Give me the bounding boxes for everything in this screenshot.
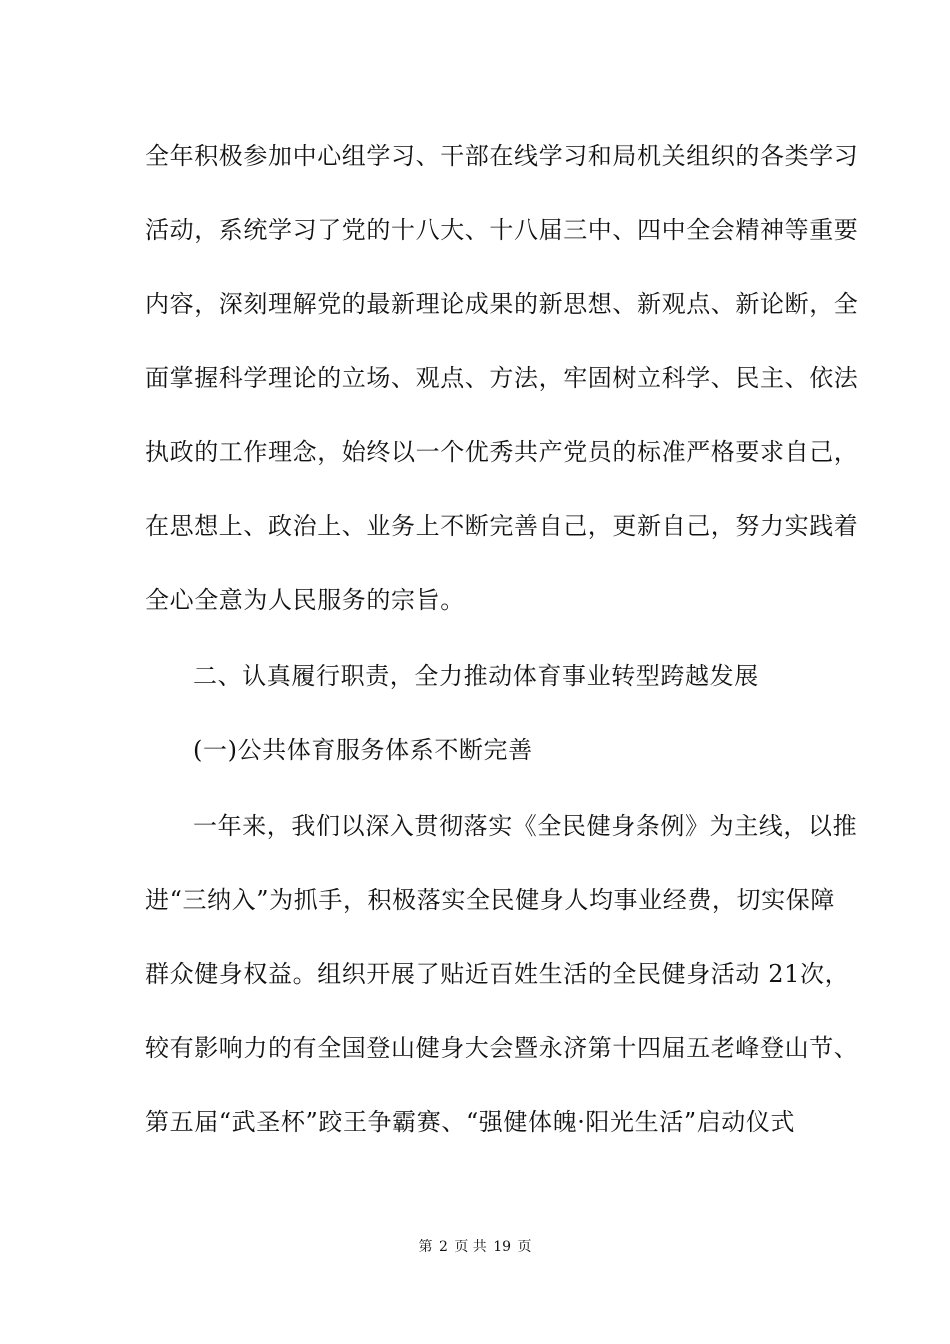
footer-prefix: 第	[418, 1239, 433, 1255]
paragraph-line: 在思想上、政治上、业务上不断完善自己，更新自己，努力实践着	[145, 512, 859, 540]
paragraph-line: 执政的工作理念，始终以一个优秀共产党员的标准严格要求自己，	[145, 438, 859, 466]
paragraph-line: 一年来，我们以深入贯彻落实《全民健身条例》为主线，以推	[193, 812, 858, 840]
paragraph-line: 面掌握科学理论的立场、观点、方法，牢固树立科学、民主、依法	[145, 364, 859, 392]
paragraph-line: 进“三纳入”为抓手，积极落实全民健身人均事业经费，切实保障	[145, 886, 835, 914]
section-heading: 二、认真履行职责，全力推动体育事业转型跨越发展	[193, 662, 759, 690]
footer-middle: 页 共	[454, 1239, 487, 1255]
paragraph-line: 内容，深刻理解党的最新理论成果的新思想、新观点、新论断，全	[145, 290, 859, 318]
paragraph-line: 第五届“武圣杯”跤王争霸赛、“强健体魄·阳光生活”启动仪式	[145, 1108, 796, 1136]
footer-total-pages: 19	[493, 1239, 512, 1255]
paragraph-line: 全年积极参加中心组学习、干部在线学习和局机关组织的各类学习	[145, 142, 859, 170]
paragraph-line: 群众健身权益。组织开展了贴近百姓生活的全民健身活动 21次，	[145, 960, 850, 988]
paragraph-line: 活动，系统学习了党的十八大、十八届三中、四中全会精神等重要	[145, 216, 859, 244]
footer-current-page: 2	[438, 1239, 448, 1255]
page-footer	[0, 1238, 950, 1256]
paragraph-line: 全心全意为人民服务的宗旨。	[145, 586, 465, 614]
paragraph-line: 较有影响力的有全国登山健身大会暨永济第十四届五老峰登山节、	[145, 1034, 859, 1062]
subsection-heading: (一)公共体育服务体系不断完善	[193, 736, 533, 764]
footer-suffix: 页	[517, 1239, 532, 1255]
